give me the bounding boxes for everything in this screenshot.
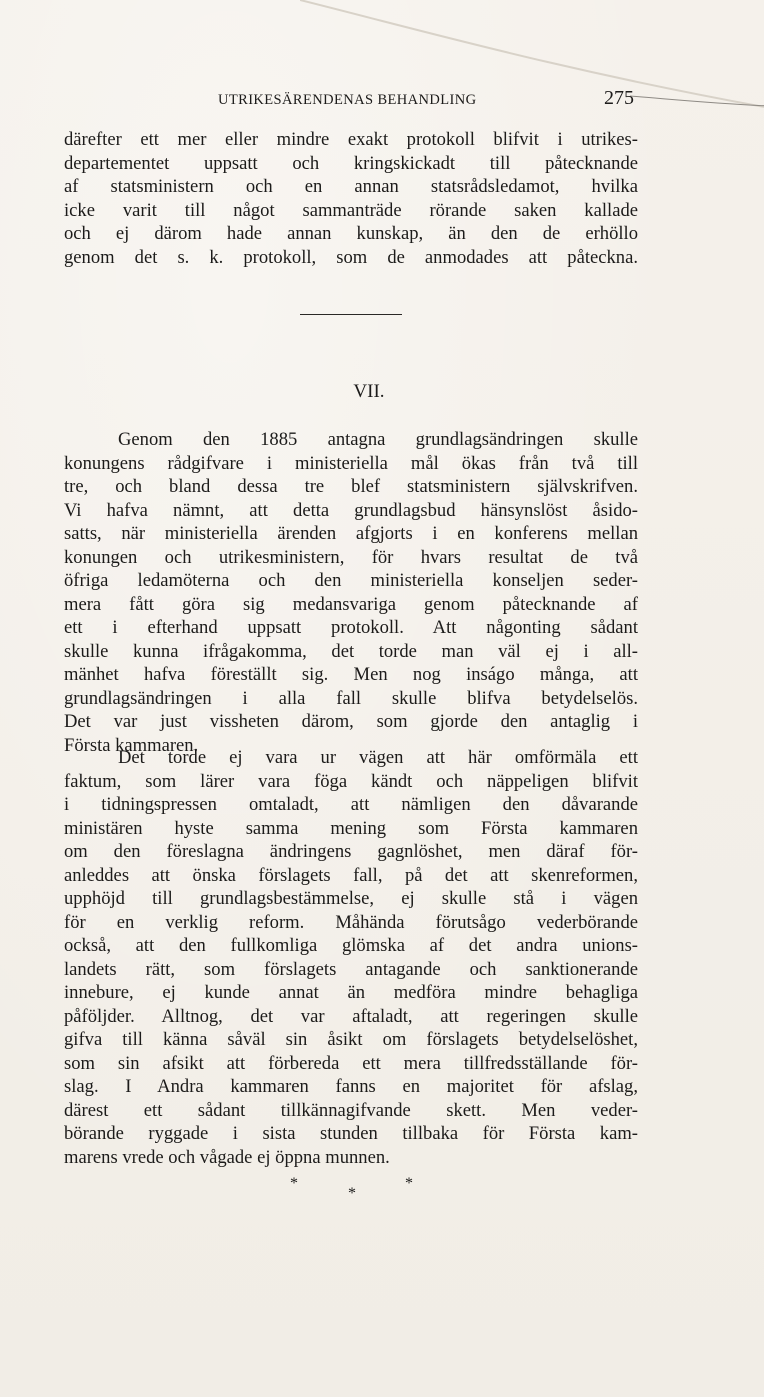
section-divider-rule: [300, 314, 402, 315]
text-line: i tidningspressen omtaladt, att nämligen den dåvarande: [64, 794, 638, 815]
paragraph-2: [64, 428, 638, 757]
text-line: departementet uppsatt och kringskickadt till påtecknande: [64, 152, 638, 174]
text-line: grundlagsändringen i alla fall skulle blifva betydelselös.: [64, 687, 638, 709]
paragraph-3: [64, 746, 638, 1169]
asterisk-mark: *: [348, 1185, 356, 1202]
running-header: [0, 87, 764, 114]
text-line: Det torde ej vara ur vägen att här omförmäla ett: [118, 747, 638, 768]
text-line: genom det s. k. protokoll, som de anmodades att påteckna.: [64, 246, 638, 268]
text-line: upphöjd till grundlagsbestämmelse, ej skulle stå i vägen: [64, 888, 638, 909]
text-line: marens vrede och vågade ej öppna munnen.: [64, 1146, 390, 1168]
text-line: öfriga ledamöterna och den ministeriella konseljen seder-: [64, 570, 638, 591]
text-line: konungens rådgifvare i ministeriella mål ökas från två till: [64, 452, 638, 474]
text-line: af statsministern och en annan statsrådsledamot, hvilka: [64, 176, 638, 197]
text-line: ett i efterhand uppsatt protokoll. Att någonting sådant: [64, 617, 638, 638]
text-line: som sin afsikt att förbereda ett mera tillfredsställande för-: [64, 1052, 638, 1074]
section-heading-text: VII.: [353, 381, 385, 402]
text-line: landets rätt, som förslagets antagande och sanktionerande: [64, 958, 638, 980]
text-line: icke varit till något sammanträde rörande saken kallade: [64, 199, 638, 221]
text-line: tre, och bland dessa tre blef statsministern självskrifven.: [64, 476, 638, 497]
text-line: Vi hafva nämnt, att detta grundlagsbud hänsynslöst åsido-: [64, 499, 638, 521]
text-line: därefter ett mer eller mindre exakt protokoll blifvit i utrikes-: [64, 129, 638, 150]
text-line: satts, när ministeriella ärenden afgjorts i en konferens mellan: [64, 523, 638, 544]
text-line: skulle kunna ifrågakomma, det torde man väl ej i all-: [64, 640, 638, 662]
ornament-asterism: [0, 1175, 764, 1215]
asterisk-mark: *: [405, 1175, 413, 1192]
text-line: slag. I Andra kammaren fanns en majoritet för afslag,: [64, 1076, 638, 1097]
asterisk-mark: *: [290, 1175, 298, 1192]
text-line: innebure, ej kunde annat än medföra mindre behagliga: [64, 982, 638, 1003]
section-heading: [0, 381, 764, 403]
text-line: mera fått göra sig medansvariga genom påtecknande af: [64, 593, 638, 615]
page-number: 275: [604, 87, 634, 109]
text-line: Första kammaren.: [64, 734, 199, 756]
text-line: konungen och utrikesministern, för hvars resultat de två: [64, 546, 638, 568]
text-line: mänhet hafva föreställt sig. Men nog inságo många, att: [64, 664, 638, 685]
text-line: därest ett sådant tillkännagifvande skett. Men veder-: [64, 1099, 638, 1121]
text-line: faktum, som lärer vara föga kändt och näppeligen blifvit: [64, 770, 638, 792]
text-line: börande ryggade i sista stunden tillbaka för Första kam-: [64, 1123, 638, 1144]
text-line: Det var just vissheten därom, som gjorde den antaglig i: [64, 711, 638, 732]
text-line: Genom den 1885 antagna grundlagsändringen skulle: [118, 429, 638, 450]
paragraph-1: [64, 128, 638, 269]
text-line: och ej därom hade annan kunskap, än den de erhöllo: [64, 223, 638, 244]
text-line: gifva till känna såväl sin åsikt om förslagets betydelselöshet,: [64, 1029, 638, 1050]
text-line: också, att den fullkomliga glömska af det andra unions-: [64, 935, 638, 956]
text-line: ministären hyste samma mening som Första kammaren: [64, 817, 638, 839]
text-line: för en verklig reform. Måhända förutsågo vederbörande: [64, 911, 638, 933]
text-line: påföljder. Alltnog, det var aftaladt, att regeringen skulle: [64, 1005, 638, 1027]
text-line: om den föreslagna ändringens gagnlöshet, men däraf för-: [64, 841, 638, 862]
running-title: UTRIKESÄRENDENAS BEHANDLING: [218, 92, 477, 108]
text-line: anleddes att önska förslagets fall, på det att skenreformen,: [64, 864, 638, 886]
